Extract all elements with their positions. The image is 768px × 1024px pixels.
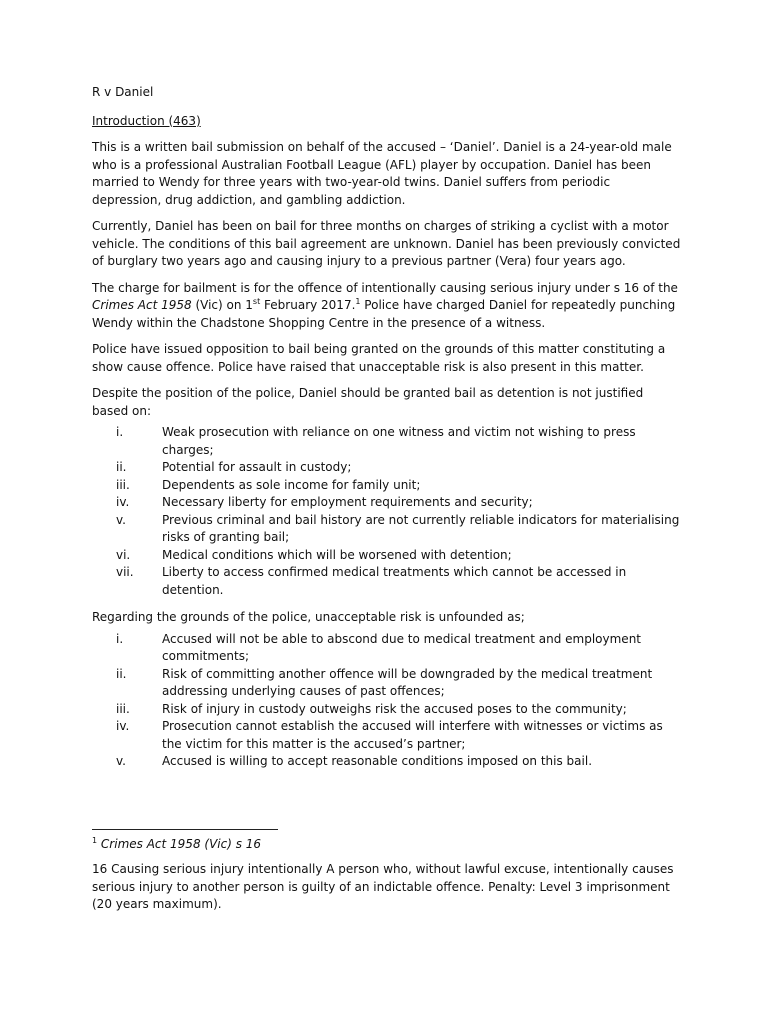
list-item-text: Necessary liberty for employment requirements and security; <box>162 495 533 509</box>
list-item-number: i. <box>116 425 124 439</box>
list-item-text: Medical conditions which will be worsened with detention; <box>162 547 512 562</box>
section-heading-introduction: Introduction (463) <box>92 113 201 128</box>
paragraph-charge <box>92 280 682 333</box>
list-item-text: Risk of committing another offence will be downgraded by the medical treatment addressing underlying causes of past offences; <box>162 666 653 698</box>
list-item <box>92 424 682 459</box>
footnote-marker: 1 <box>92 835 98 845</box>
list-item-text: Previous criminal and bail history are not currently reliable indicators for materialising risks of granting bail; <box>162 512 680 544</box>
list-item-number: ii. <box>116 460 127 474</box>
ordinal-suffix: st <box>252 297 261 306</box>
list-item <box>92 494 682 512</box>
footnote-text: 16 Causing serious injury intentionally A person who, without lawful excuse, intentionally causes serious injury to another person is guilty of an indictable offence. Penalty: Level 3 imprisonment (20 years maximum). <box>92 862 674 911</box>
list-item <box>92 718 682 753</box>
list-item-text: Dependents as sole income for family unit; <box>162 477 421 492</box>
act-name: Crimes Act 1958 <box>92 298 192 312</box>
list-item-text: Risk of injury in custody outweighs risk the accused poses to the community; <box>162 701 627 716</box>
list-item-number: v. <box>116 754 126 768</box>
list-item-text: Accused will not be able to abscond due to medical treatment and employment commitments; <box>162 631 641 663</box>
list-item-number: v. <box>116 512 126 527</box>
list-item-number: vii. <box>116 565 134 579</box>
paragraph-charge-text-2: (Vic) on 1 <box>191 298 253 312</box>
list-item <box>92 547 682 565</box>
list-unacceptable-risk <box>92 631 682 771</box>
list-item-text: Weak prosecution with reliance on one witness and victim not wishing to press charges; <box>162 425 636 457</box>
paragraph-regarding-grounds: Regarding the grounds of the police, unacceptable risk is unfounded as; <box>92 610 525 624</box>
paragraph-despite: Despite the position of the police, Daniel should be granted bail as detention is not justified based on: <box>92 386 644 418</box>
footnote-divider <box>92 829 278 830</box>
paragraph-current-bail: Currently, Daniel has been on bail for three months on charges of striking a cyclist with a motor vehicle. The conditions of this bail agreement are unknown. Daniel has been previously convicted of burglary two years ago and causing injury to a previous partner (Vera) four years ago. <box>92 219 681 268</box>
list-item-text: Accused is willing to accept reasonable conditions imposed on this bail. <box>162 754 593 768</box>
paragraph-charge-text-3: February 2017. <box>260 298 356 312</box>
paragraph-police-opposition: Police have issued opposition to bail being granted on the grounds of this matter constituting a show cause offence. Police have raised that unacceptable risk is also present in this matter. <box>92 342 666 374</box>
list-item-number: iii. <box>116 477 130 492</box>
list-item-text: Prosecution cannot establish the accused will interfere with witnesses or victims as the victim for this matter is the accused’s partner; <box>162 719 663 751</box>
paragraph-charge-text-4: Police have charged Daniel for repeatedly punching Wendy within the Chadstone Shopping Centre in the presence of a witness. <box>92 298 676 330</box>
footnote-citation-text: Crimes Act 1958 (Vic) s 16 <box>100 836 262 851</box>
list-item <box>92 631 682 666</box>
list-item-text: Liberty to access confirmed medical treatments which cannot be accessed in detention. <box>162 565 627 597</box>
list-item-number: ii. <box>116 666 127 681</box>
list-item <box>92 564 682 599</box>
list-item-number: i. <box>116 631 124 646</box>
paragraph-charge-text-1: The charge for bailment is for the offence of intentionally causing serious injury under s 16 of the <box>92 280 678 295</box>
paragraph-introduction: This is a written bail submission on behalf of the accused – ‘Daniel’. Daniel is a 24-year-old male who is a professional Australian Football League (AFL) player by occupation. Daniel has been married to Wendy for three years with two-year-old twins. Daniel suffers from periodic depression, drug addiction, and gambling addiction. <box>92 140 672 207</box>
list-item <box>92 701 682 719</box>
list-item <box>92 477 682 495</box>
document-title: R v Daniel <box>92 85 154 99</box>
list-item <box>92 753 682 771</box>
list-item <box>92 666 682 701</box>
list-grounds-for-bail <box>92 424 682 599</box>
list-item-number: iv. <box>116 719 130 733</box>
list-item-number: iv. <box>116 495 130 509</box>
list-item <box>92 459 682 477</box>
list-item-text: Potential for assault in custody; <box>162 460 352 474</box>
footnote-citation <box>92 836 682 854</box>
list-item-number: vi. <box>116 547 131 562</box>
list-item-number: iii. <box>116 701 130 716</box>
document-page <box>92 84 682 923</box>
footnote-reference[interactable]: 1 <box>355 297 361 306</box>
list-item <box>92 512 682 547</box>
